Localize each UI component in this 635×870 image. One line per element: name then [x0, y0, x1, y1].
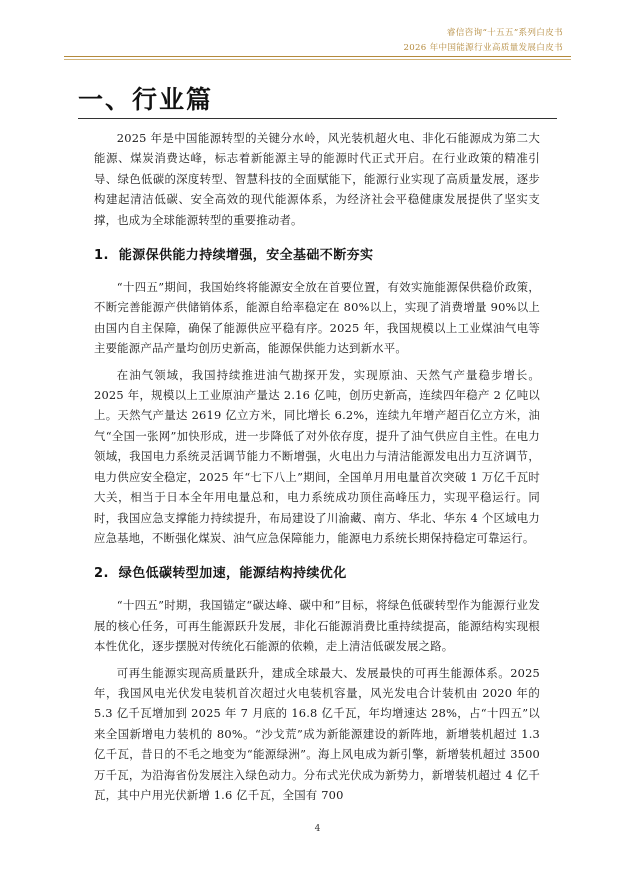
intro-paragraph: 2025 年是中国能源转型的关键分水岭，风光装机超火电、非化石能源成为第二大能源、煤炭消费达峰，标志着新能源主导的能源时代正式开启。在行业政策的精准引导、绿色低碳的深度转型、智慧科技的全面赋能下，能源行业实现了高质量发展，逐步构建起清洁低碳、安全高效的现代能源体系，为经济社会平稳健康发展提供了坚实支撑，也成为全球能源转型的重要推动者。	[94, 131, 540, 227]
section-heading-1	[94, 244, 540, 263]
header-series-title: 睿信咨询“十五五”系列白皮书	[446, 28, 563, 38]
section-1-paragraph-1: “十四五”期间，我国始终将能源安全放在首要位置，有效实施能源保供稳价政策，不断完善能源产供储销体系，能源自给率稳定在 80%以上，实现了消费增量 90%以上由国内自主保障，确保了能源供应平稳有序。2025 年，我国规模以上工业煤油气电等主要能源产品产量均创历史新高，能源保供能力达到新水平。	[94, 280, 540, 356]
section-number: 1.	[94, 248, 109, 264]
section-title: 绿色低碳转型加速，能源结构持续优化	[118, 566, 347, 582]
body-content	[94, 128, 540, 811]
section-2-paragraph-1: “十四五”时期，我国锚定“碳达峰、碳中和”目标，将绿色低碳转型作为能源行业发展的核心任务，可再生能源跃升发展，非化石能源消费比重持续提高，能源结构实现根本性优化，逐步摆脱对传统化石能源的依赖，走上清洁低碳发展之路。	[94, 598, 540, 654]
chapter-title: 一、行业篇	[78, 85, 214, 114]
section-title: 能源保供能力持续增强，安全基础不断夯实	[118, 248, 374, 264]
section-number: 2.	[94, 566, 109, 582]
running-header	[403, 26, 563, 56]
section-1-paragraph-2: 在油气领域，我国持续推进油气勘探开发，实现原油、天然气产量稳步增长。2025 年，规模以上工业原油产量达 2.16 亿吨，创历史新高，连续四年稳产 2 亿吨以上。天然气产量达 2619 亿立方米，同比增长 6.2%，连续九年增产超百亿立方米，油气“全国一张网”加快形成，进一步降低了对外依存度，提升了油气供应自主性。在电力领域，我国电力系统灵活调节能力不断增强，火电出力与清洁能源发电出力互济调节，电力供应安全稳定，2025 年“七下八上”期间，全国单月用电量首次突破 1 万亿千瓦时大关，相当于日本全年用电量总和，电力系统成功顶住高峰压力，实现平稳运行。同时，我国应急支撑能力持续提升，布局建设了川渝藏、南方、华北、华东 4 个区域电力应急基地，不断强化煤炭、油气应急保障能力，能源电力系统长期保持稳定可靠运行。	[94, 367, 540, 545]
section-2-paragraph-2: 可再生能源实现高质量跃升，建成全球最大、发展最快的可再生能源体系。2025 年，我国风电光伏发电装机首次超过火电装机容量，风光发电合计装机由 2020 年的 5.3 亿千瓦增加到 2025 年 7 月底的 16.8 亿千瓦，年均增速达 28%，占“十四五”以来全国新增电力装机的 80%。“沙戈荒”成为新能源建设的新阵地，新增装机超过 1.3 亿千瓦，昔日的不毛之地变为“能源绿洲”。海上风电成为新引擎，新增装机超过 3500 万千瓦，为沿海省份发展注入绿色动力。分布式光伏成为新势力，新增装机超过 4 亿千瓦，其中户用光伏新增 1.6 亿千瓦，全国有 700	[94, 665, 540, 802]
page-number: 4	[314, 824, 321, 834]
section-heading-2	[94, 562, 540, 581]
header-report-title: 2026 年中国能源行业高质量发展白皮书	[403, 43, 563, 53]
header-divider-thin	[64, 59, 571, 60]
header-divider	[64, 56, 571, 57]
chapter-title-underline	[78, 118, 557, 119]
